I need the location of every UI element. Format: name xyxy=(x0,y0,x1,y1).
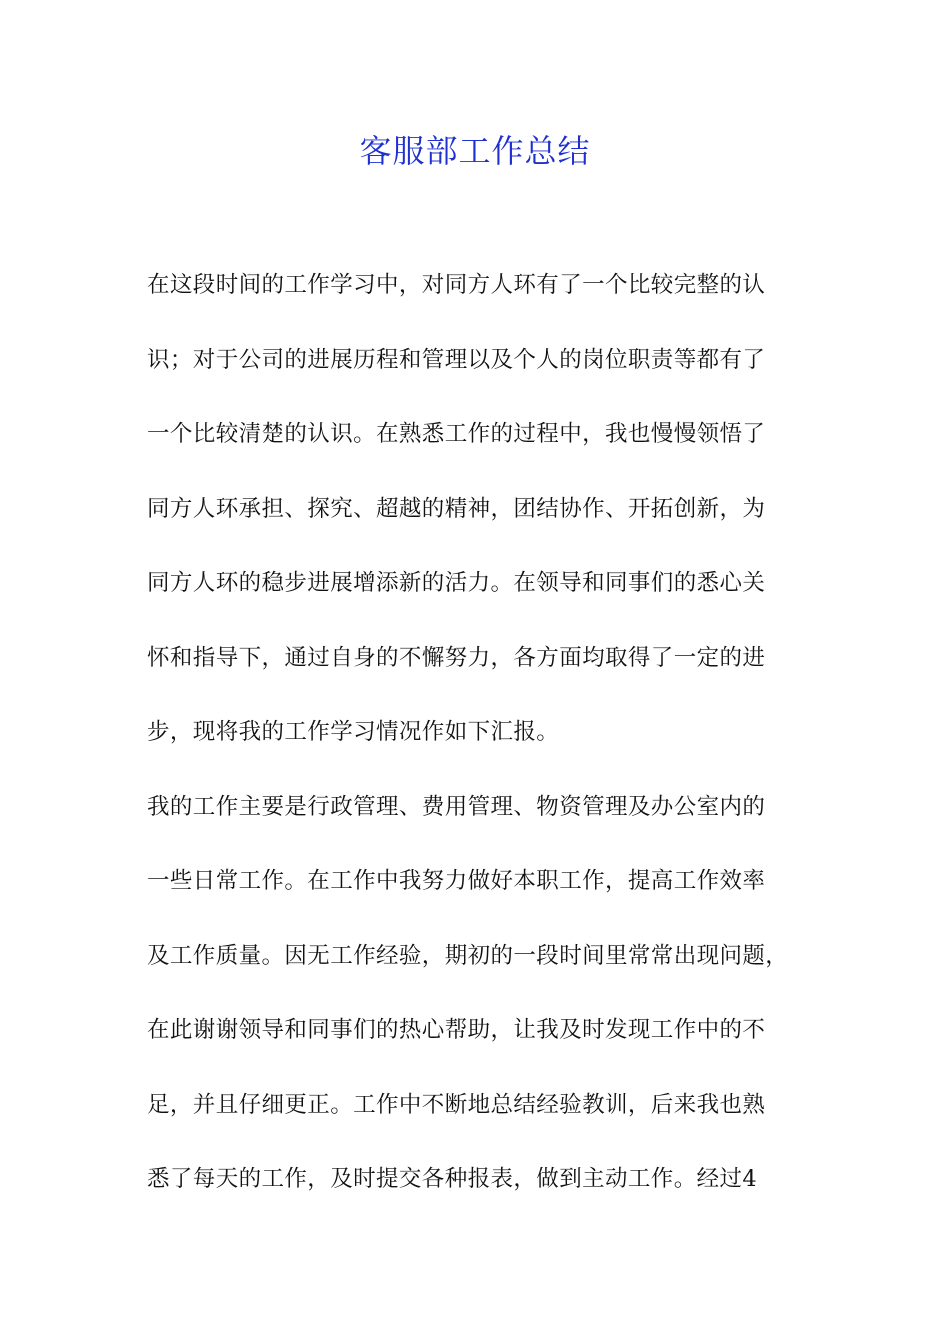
document-title: 客服部工作总结 xyxy=(359,132,591,170)
body-line: 怀和指导下，通过自身的不懈努力，各方面均取得了一定的进 xyxy=(147,644,766,671)
body-line: 在这段时间的工作学习中，对同方人环有了一个比较完整的认 xyxy=(147,272,766,298)
body-line: 在此谢谢领导和同事们的热心帮助，让我及时发现工作中的不 xyxy=(147,1017,766,1043)
body-line: 我的工作主要是行政管理、费用管理、物资管理及办公室内的 xyxy=(147,793,766,820)
body-line: 一些日常工作。在工作中我努力做好本职工作，提高工作效率 xyxy=(147,868,766,894)
body-line: 步，现将我的工作学习情况作如下汇报。 xyxy=(147,719,560,745)
body-line: 同方人环承担、探究、超越的精神，团结协作、开拓创新，为 xyxy=(147,495,766,522)
body-line: 及工作质量。因无工作经验，期初的一段时间里常常出现问题， xyxy=(147,942,789,969)
body-line: 足，并且仔细更正。工作中不断地总结经验教训，后来我也熟 xyxy=(147,1091,766,1118)
body-line: 悉了每天的工作，及时提交各种报表，做到主动工作。经过4 xyxy=(147,1166,758,1192)
body-line: 同方人环的稳步进展增添新的活力。在领导和同事们的悉心关 xyxy=(147,570,766,596)
body-line: 识；对于公司的进展历程和管理以及个人的岗位职责等都有了 xyxy=(147,346,766,373)
document-body xyxy=(147,260,827,1229)
body-line: 一个比较清楚的认识。在熟悉工作的过程中，我也慢慢领悟了 xyxy=(147,421,766,447)
